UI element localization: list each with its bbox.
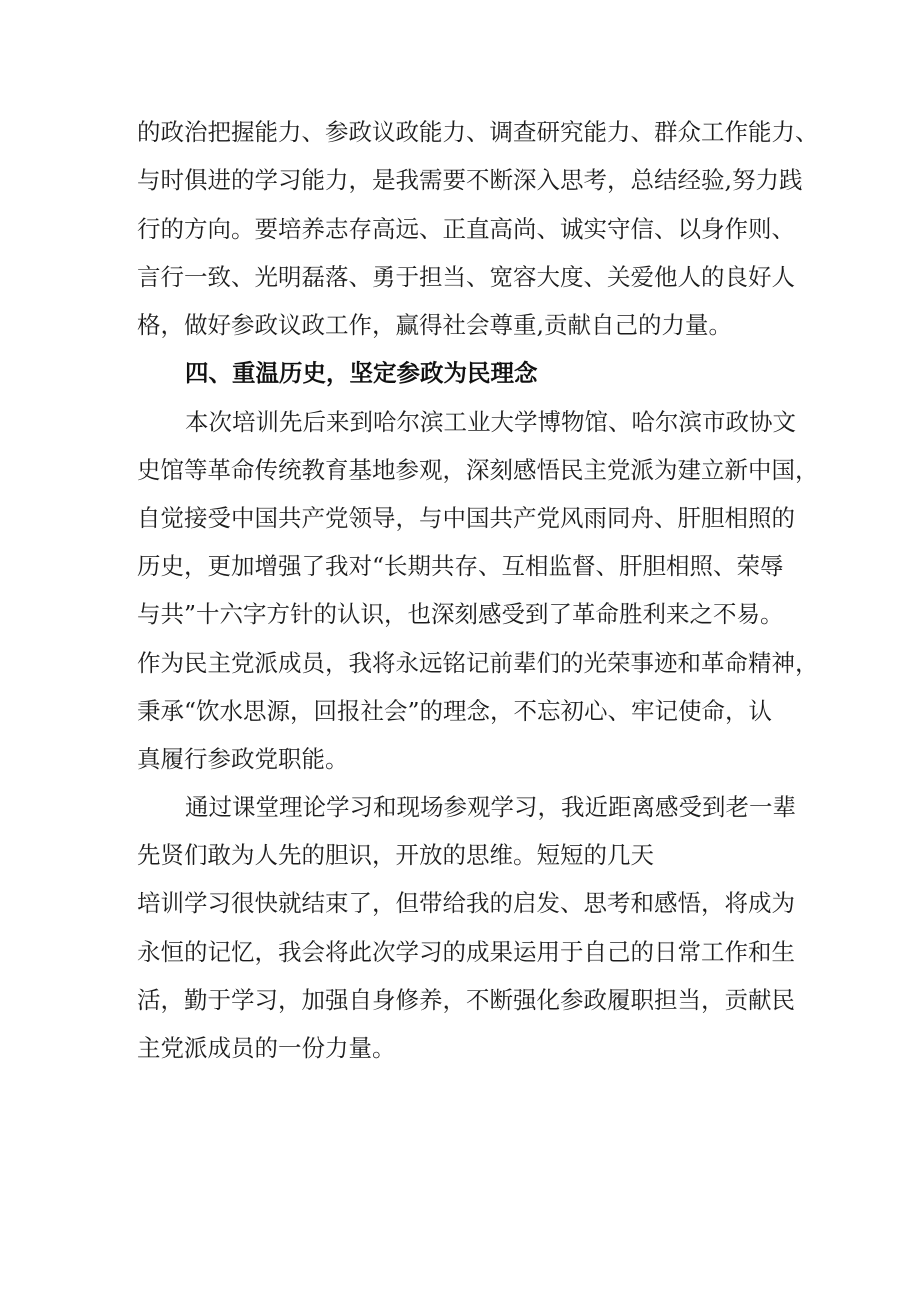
paragraph-line: 与共”十六字方针的认识，也深刻感受到了革命胜利来之不易。 <box>137 600 784 628</box>
paragraph-line: 言行一致、光明磊落、勇于担当、宽容大度、关爱他人的良好人 <box>137 263 795 291</box>
paragraph-line: 行的方向。要培养志存高远、正直高尚、诚实守信、以身作则、 <box>137 215 795 243</box>
paragraph-line: 与时俱进的学习能力，是我需要不断深入思考，总结经验,努力践 <box>137 166 803 194</box>
paragraph-line: 通过课堂理论学习和现场参观学习，我近距离感受到老一辈 <box>185 793 796 821</box>
paragraph-line: 先贤们敢为人先的胆识，开放的思维。短短的几天 <box>137 841 654 869</box>
paragraph-line: 培训学习很快就结束了，但带给我的启发、思考和感悟，将成为 <box>137 889 795 917</box>
paragraph-line: 永恒的记忆，我会将此次学习的成果运用于自己的日常工作和生 <box>137 938 795 966</box>
paragraph-line: 格，做好参政议政工作，赢得社会尊重,贡献自己的力量。 <box>137 311 732 339</box>
paragraph-line: 作为民主党派成员，我将永远铭记前辈们的光荣事迹和革命精神， <box>137 649 819 677</box>
paragraph-line: 的政治把握能力、参政议政能力、调查研究能力、群众工作能力、 <box>137 118 819 146</box>
paragraph-line: 自觉接受中国共产党领导，与中国共产党风雨同舟、肝胆相照的 <box>137 504 795 532</box>
paragraph-line: 历史，更加增强了我对“长期共存、互相监督、肝胆相照、荣辱 <box>137 552 784 580</box>
paragraph-line: 主党派成员的一份力量。 <box>137 1034 396 1062</box>
paragraph-line: 真履行参政党职能。 <box>137 745 349 773</box>
paragraph-line: 本次培训先后来到哈尔滨工业大学博物馆、哈尔滨市政协文 <box>185 408 796 436</box>
paragraph-line: 活，勤于学习，加强自身修养，不断强化参政履职担当，贡献民 <box>137 986 795 1014</box>
paragraph-line: 史馆等革命传统教育基地参观，深刻感悟民主党派为建立新中国， <box>137 456 819 484</box>
paragraph-line: 秉承“饮水思源，回报社会”的理念，不忘初心、牢记使命，认 <box>137 697 773 725</box>
section-heading: 四、重温历史，坚定参政为民理念 <box>185 359 538 387</box>
